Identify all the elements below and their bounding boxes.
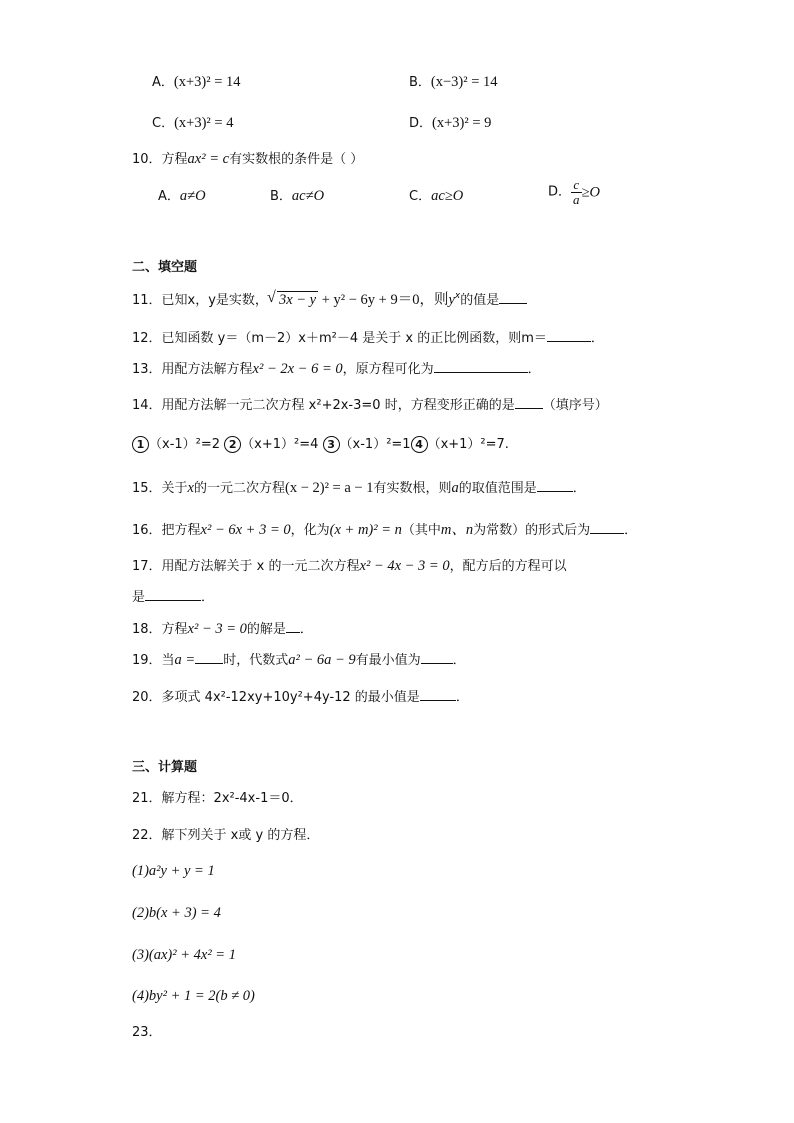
q14-circle-4: 4 <box>411 436 428 453</box>
q20: 20．多项式 4x²-12xy+10y²+4y-12 的最小值是 ． <box>132 687 469 707</box>
q15: 15．关于x的一元二次方程(x − 2)² = a − 1有实数根，则a的取值范围是 ． <box>132 480 586 496</box>
q9-option-d-expr: (x+3)² = 9 <box>432 115 492 131</box>
q10-option-d: D． $\frac{c}{a}$ ≥O <box>548 177 600 207</box>
q17: 17．用配方法解关于 x 的一元二次方程x² − 4x − 3 = 0，配方后的方程可以 <box>132 558 567 574</box>
q9-option-c: C．(x+3)² = 4 <box>152 115 234 131</box>
q16-answer-blank[interactable] <box>590 520 624 534</box>
q9-option-c-expr: (x+3)² = 4 <box>174 115 234 131</box>
q13: 13．用配方法解方程x² − 2x − 6 = 0，原方程可化为 ． <box>132 361 541 377</box>
q10-option-b: B．ac≠O <box>270 188 325 204</box>
q18: 18．方程x² − 3 = 0的解是 ． <box>132 621 313 637</box>
q11: 11．已知x，y是实数，√ 3x − y + y² − 6y + 9＝0，则$y^x$的值是 <box>132 290 527 310</box>
q22-part-1: (1)a²y + y = 1 <box>132 863 215 879</box>
q14-options: 1 （x-1）²=2 2 （x+1）²=4 3 （x-1）²=1 4 （x+1）²=7. <box>132 436 509 454</box>
q21: 21．解方程：2x²-4x-1＝0． <box>132 791 303 806</box>
q13-answer-blank[interactable] <box>434 359 528 373</box>
q9-option-d: D．(x+3)² = 9 <box>409 115 492 131</box>
q9-option-a: A．(x+3)² = 14 <box>152 74 241 90</box>
q18-answer-blank[interactable] <box>286 619 300 633</box>
q17-answer-blank[interactable] <box>145 587 201 601</box>
q17-line2: 是 ． <box>132 587 214 607</box>
q12-answer-blank[interactable] <box>547 328 591 342</box>
q14: 14．用配方法解一元二次方程 x²+2x-3=0 时，方程变形正确的是 （填序号） <box>132 395 608 415</box>
q22: 22．解下列关于 x或 y 的方程． <box>132 828 320 843</box>
q23: 23． <box>132 1025 162 1040</box>
q9-option-b: B．(x−3)² = 14 <box>409 74 498 90</box>
q14-circle-3: 3 <box>323 436 340 453</box>
q19-answer-blank-1[interactable] <box>195 650 223 664</box>
q20-answer-blank[interactable] <box>420 687 456 701</box>
q10-option-a: A．a≠O <box>158 188 206 204</box>
q14-circle-2: 2 <box>224 436 241 453</box>
q11-answer-blank[interactable] <box>499 290 527 304</box>
q10-stem: 10．方程ax² = c有实数根的条件是（ ） <box>132 151 364 167</box>
q14-circle-1: 1 <box>132 436 149 453</box>
q19: 19．当a = 时，代数式a² − 6a − 9有最小值为 ． <box>132 652 466 668</box>
q11-sqrt: √ 3x − y <box>268 291 318 309</box>
section-fill-in-title: 二、填空题 <box>132 260 198 275</box>
section-calculation-title: 三、计算题 <box>132 760 198 775</box>
q19-answer-blank-2[interactable] <box>421 650 453 664</box>
q22-part-4: (4)by² + 1 = 2(b ≠ 0) <box>132 988 255 1004</box>
q10-option-c: C．ac≥O <box>409 188 464 204</box>
q15-answer-blank[interactable] <box>537 478 573 492</box>
q10-option-d-fraction: $\frac{c}{a}$ <box>573 177 580 207</box>
q22-part-2: (2)b(x + 3) = 4 <box>132 905 221 921</box>
q9-option-a-expr: (x+3)² = 14 <box>173 74 241 90</box>
q16: 16．把方程x² − 6x + 3 = 0，化为(x + m)² = n（其中m、n为常数）的形式后为 ． <box>132 522 638 538</box>
q14-answer-blank[interactable] <box>515 395 543 409</box>
q9-option-b-expr: (x−3)² = 14 <box>430 74 498 90</box>
q12: 12．已知函数 y＝（m－2）x＋m²－4 是关于 x 的正比例函数，则m＝ ． <box>132 328 604 348</box>
q22-part-3: (3)(ax)² + 4x² = 1 <box>132 947 236 963</box>
